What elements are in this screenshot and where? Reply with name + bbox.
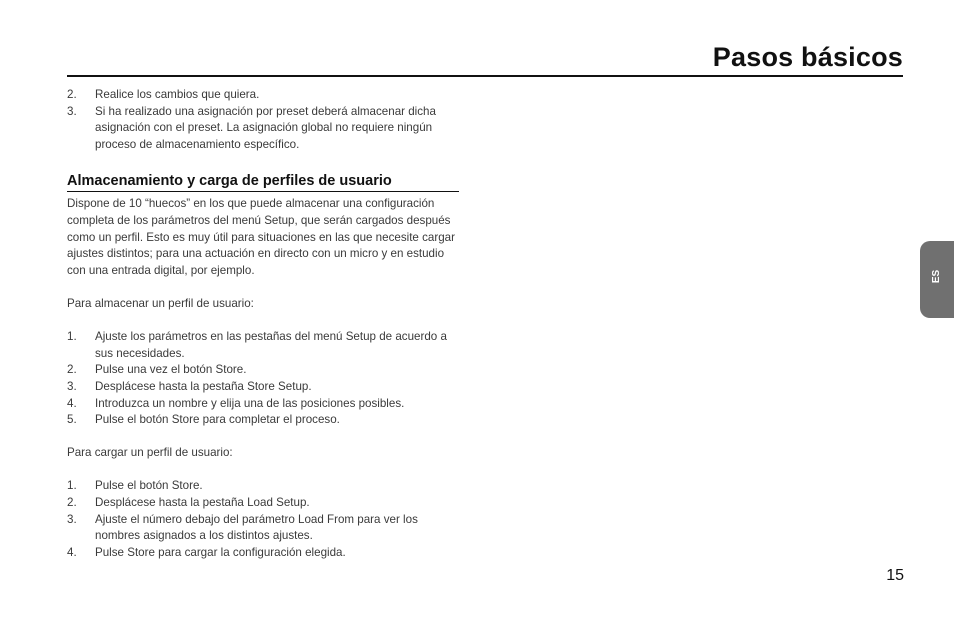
list-number: 1.: [67, 479, 77, 493]
list-item: [67, 87, 462, 104]
list-item: [67, 329, 462, 362]
list-number: 3.: [67, 104, 77, 118]
list-item: [67, 495, 462, 512]
content-column: [67, 87, 462, 561]
section-heading: Almacenamiento y carga de perfiles de usuario: [67, 172, 459, 192]
list-number: 4.: [67, 396, 77, 410]
list-text: Pulse el botón Store para completar el proceso.: [95, 413, 340, 427]
list-item: [67, 512, 462, 545]
list-text: Pulse el botón Store.: [95, 479, 203, 493]
list-number: 4.: [67, 545, 77, 559]
list-number: 3.: [67, 512, 77, 526]
list-number: 2.: [67, 363, 77, 377]
list-item: [67, 104, 462, 154]
list-text: Si ha realizado una asignación por preset deberá almacenar dicha asignación con el preset. La asignación global no requiere ningún proceso de almacenamiento específico.: [95, 104, 436, 151]
list-number: 2.: [67, 496, 77, 510]
list-text: Introduzca un nombre y elija una de las posiciones posibles.: [95, 396, 405, 410]
store-intro: Para almacenar un perfil de usuario:: [67, 296, 254, 310]
list-item: [67, 396, 462, 413]
language-tab: [920, 241, 954, 318]
list-item: [67, 362, 462, 379]
title-divider: [67, 75, 903, 77]
intro-list: [67, 87, 462, 153]
list-number: 3.: [67, 379, 77, 393]
list-item: [67, 412, 462, 429]
list-text: Desplácese hasta la pestaña Load Setup.: [95, 496, 310, 510]
list-text: Desplácese hasta la pestaña Store Setup.: [95, 379, 312, 393]
list-text: Realice los cambios que quiera.: [95, 88, 260, 101]
list-text: Ajuste los parámetros en las pestañas del menú Setup de acuerdo a sus necesidades.: [95, 330, 447, 360]
list-number: 5.: [67, 413, 77, 427]
page-number: 15: [886, 567, 904, 584]
list-number: 2.: [67, 88, 77, 101]
list-item: [67, 478, 462, 495]
list-text: Pulse Store para cargar la configuración elegida.: [95, 545, 346, 559]
list-item: [67, 379, 462, 396]
load-steps: [67, 478, 462, 561]
list-item: [67, 545, 462, 562]
list-number: 1.: [67, 330, 77, 344]
load-intro: Para cargar un perfil de usuario:: [67, 446, 233, 460]
store-steps: [67, 329, 462, 429]
section-body: Dispone de 10 “huecos” en los que puede almacenar una configuración completa de los parámetros del menú Setup, que serán cargados después como un perfil. Esto es muy útil para situaciones en las que necesite cargar ajustes distintos; para una actuación en directo con un micro y en estudio con una entrada digital, por ejemplo.: [67, 197, 455, 277]
page-title: Pasos básicos: [712, 42, 903, 72]
language-tab-label: ES: [931, 269, 943, 284]
list-text: Pulse una vez el botón Store.: [95, 363, 247, 377]
list-text: Ajuste el número debajo del parámetro Load From para ver los nombres asignados a los distintos ajustes.: [95, 512, 418, 543]
